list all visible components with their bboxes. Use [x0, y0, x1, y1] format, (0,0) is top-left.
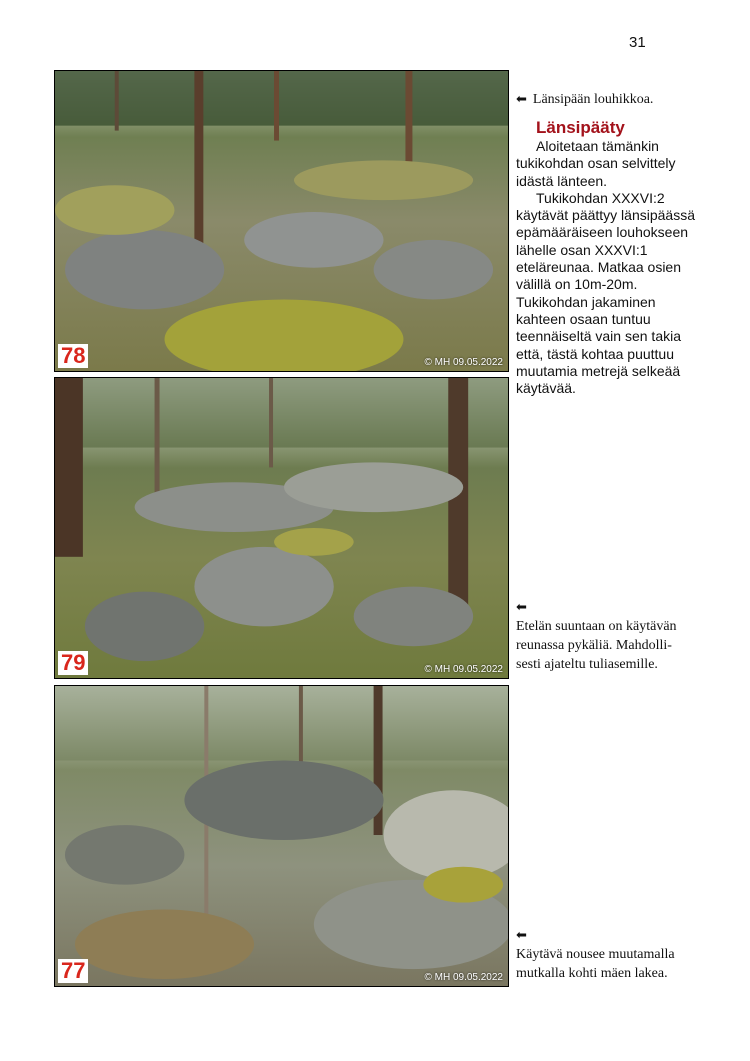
photo-number: 77 [58, 959, 88, 983]
caption-line: Etelän suuntaan on käytävän [516, 619, 677, 634]
photo-credit: © MH 09.05.2022 [424, 664, 503, 675]
photo-79 [54, 377, 509, 679]
caption-line: reunassa pykäliä. Mahdolli- [516, 638, 672, 653]
photo-credit: © MH 09.05.2022 [424, 357, 503, 368]
caption-78 [516, 90, 706, 109]
forest-rocks-image-79 [55, 378, 508, 678]
left-arrow-icon: ⬅ [516, 600, 527, 615]
caption-79 [516, 598, 706, 674]
forest-rocks-image-78 [55, 71, 508, 371]
photo-78 [54, 70, 509, 372]
left-arrow-icon: ⬅ [516, 92, 527, 107]
section-paragraph: Aloitetaan tämänkin tukikohdan osan selvittely idästä länteen. [516, 138, 676, 189]
page-number: 31 [629, 34, 646, 51]
photo-77 [54, 685, 509, 987]
caption-line: sesti ajateltu tuliasemille. [516, 657, 658, 672]
caption-line: Käytävä nousee muutamalla [516, 947, 675, 962]
section-paragraph: Tukikohdan XXXVI:2 käytävät päättyy länsipäässä epämääräiseen louhokseen lähelle osan XXXVI:1 eteläreunaa. Matkaa osien välillä on 10m-20m. Tukikohdan jakaminen kahteen osaan tuntuu teennäiseltä vain sen takia että, tästä kohtaa puuttuu muutamia metrejä selkeää käytävää. [516, 189, 695, 397]
photo-number: 79 [58, 651, 88, 675]
caption-line: mutkalla kohti mäen lakea. [516, 966, 668, 981]
photo-number: 78 [58, 344, 88, 368]
caption-line: Länsipään louhikkoa. [532, 92, 654, 107]
caption-77 [516, 926, 706, 983]
forest-rocks-image-77 [55, 686, 508, 986]
left-arrow-icon: ⬅ [516, 928, 527, 943]
section-title: Länsipääty [536, 118, 625, 137]
photo-credit: © MH 09.05.2022 [424, 972, 503, 983]
section-lansipaaty [516, 118, 702, 397]
